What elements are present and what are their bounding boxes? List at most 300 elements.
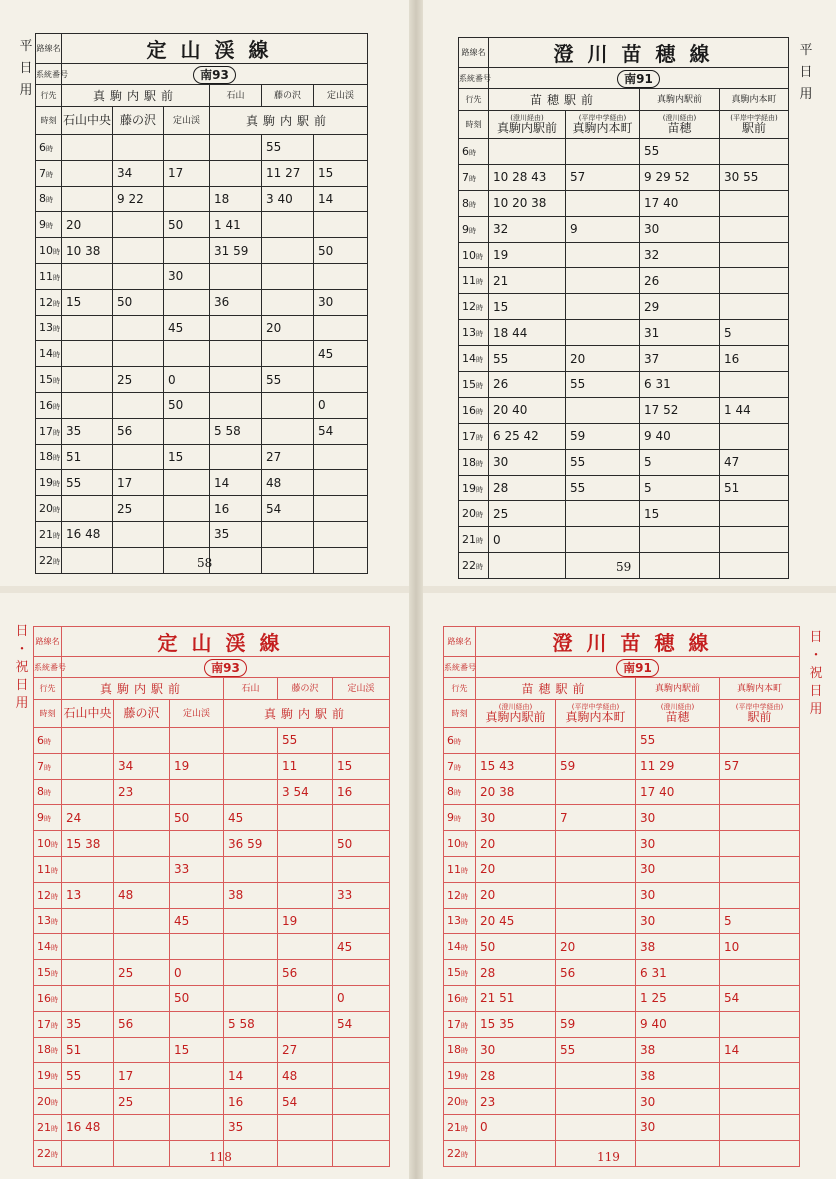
table-row (444, 728, 800, 754)
destination-name: 駅前 (741, 121, 766, 135)
route-number-badge: 南93 (193, 66, 236, 84)
minutes-cell (566, 139, 640, 165)
hour-suffix: 時 (51, 892, 58, 901)
destination-group-1: 苗穂駅前 (489, 89, 640, 111)
table-row (34, 1089, 390, 1115)
minutes-cell (113, 521, 164, 547)
minutes-cell: 15 (640, 501, 720, 527)
minutes-cell: 10 38 (62, 238, 113, 264)
minutes-cell (720, 372, 789, 398)
hour-value: 16 (447, 991, 461, 1005)
minutes-cell (314, 444, 368, 470)
minutes-cell: 23 (476, 1089, 556, 1115)
destination-name: 苗穂 (667, 121, 692, 135)
minutes-cell (262, 547, 314, 573)
minutes-cell: 26 (640, 268, 720, 294)
hour-cell (34, 934, 62, 960)
minutes-cell: 32 (640, 242, 720, 268)
minutes-cell: 5 (720, 908, 800, 934)
hour-suffix: 時 (476, 563, 483, 572)
hour-value: 15 (447, 966, 461, 980)
minutes-cell (62, 856, 114, 882)
minutes-cell (62, 392, 113, 418)
system-number-label: 系統番号 (36, 64, 62, 85)
hour-value: 7 (37, 759, 44, 773)
table-row (34, 831, 390, 857)
hour-suffix: 時 (476, 485, 483, 494)
minutes-cell (62, 367, 113, 393)
table-row (34, 1114, 390, 1140)
minutes-cell: 45 (333, 934, 390, 960)
minutes-cell: 35 (62, 418, 113, 444)
table-row (34, 753, 390, 779)
minutes-cell (210, 315, 262, 341)
minutes-cell (210, 135, 262, 161)
minutes-cell: 55 (566, 449, 640, 475)
hour-suffix: 時 (53, 273, 60, 282)
destination-col-4-top: 石山 (224, 678, 278, 700)
minutes-cell (224, 908, 278, 934)
minutes-cell (170, 1089, 224, 1115)
minutes-cell: 20 (262, 315, 314, 341)
table-row (34, 985, 390, 1011)
hour-cell (444, 1037, 476, 1063)
minutes-cell (720, 1011, 800, 1037)
hour-cell (36, 315, 62, 341)
destination-col-4 (720, 700, 800, 728)
route-number-cell (489, 68, 789, 89)
minutes-cell: 55 (556, 1037, 636, 1063)
table-row (34, 779, 390, 805)
hour-suffix: 時 (454, 815, 461, 824)
table-row (444, 1114, 800, 1140)
hour-suffix: 時 (469, 226, 476, 235)
hour-cell (36, 470, 62, 496)
minutes-cell: 54 (314, 418, 368, 444)
minutes-cell: 20 45 (476, 908, 556, 934)
table-row (444, 985, 800, 1011)
hour-cell (444, 831, 476, 857)
table-row (459, 397, 789, 423)
hour-cell (34, 753, 62, 779)
minutes-cell: 59 (556, 753, 636, 779)
minutes-cell: 5 (640, 475, 720, 501)
table-row (34, 908, 390, 934)
minutes-cell (114, 1037, 170, 1063)
hour-value: 6 (37, 733, 44, 747)
route-title: 澄川苗穂線 (476, 627, 800, 657)
minutes-cell (314, 470, 368, 496)
table-row (34, 934, 390, 960)
hour-cell (36, 521, 62, 547)
minutes-cell: 32 (489, 216, 566, 242)
minutes-cell (720, 423, 789, 449)
minutes-cell: 6 31 (636, 960, 720, 986)
minutes-cell: 50 (170, 805, 224, 831)
table-row (36, 212, 368, 238)
hour-suffix: 時 (461, 1073, 468, 1082)
hour-value: 16 (39, 398, 53, 412)
hour-suffix: 時 (46, 170, 53, 179)
hour-cell (34, 1140, 62, 1166)
minutes-cell: 30 (476, 805, 556, 831)
minutes-cell: 31 59 (210, 238, 262, 264)
minutes-cell: 25 (489, 501, 566, 527)
minutes-cell: 11 29 (636, 753, 720, 779)
hour-value: 19 (462, 481, 476, 495)
minutes-cell: 48 (262, 470, 314, 496)
minutes-cell: 19 (489, 242, 566, 268)
minutes-cell (720, 1140, 800, 1166)
minutes-cell: 20 (556, 934, 636, 960)
minutes-cell (556, 1114, 636, 1140)
minutes-cell (556, 985, 636, 1011)
minutes-cell: 26 (489, 372, 566, 398)
hour-cell (444, 753, 476, 779)
hour-suffix: 時 (461, 1099, 468, 1108)
hour-cell (459, 139, 489, 165)
route-number-badge: 南91 (617, 70, 660, 88)
minutes-cell: 54 (720, 985, 800, 1011)
minutes-cell (164, 341, 210, 367)
minutes-cell: 30 (314, 289, 368, 315)
minutes-cell: 17 40 (640, 190, 720, 216)
hour-cell (34, 779, 62, 805)
hour-suffix: 時 (461, 970, 468, 979)
table-row (36, 160, 368, 186)
minutes-cell: 50 (476, 934, 556, 960)
minutes-cell (62, 1140, 114, 1166)
hour-cell (459, 190, 489, 216)
minutes-cell (556, 908, 636, 934)
table-row (459, 346, 789, 372)
minutes-cell: 55 (262, 135, 314, 161)
hour-value: 10 (39, 244, 53, 258)
minutes-cell (62, 263, 113, 289)
hour-suffix: 時 (476, 459, 483, 468)
minutes-cell (164, 521, 210, 547)
minutes-cell: 28 (476, 960, 556, 986)
hour-cell (36, 238, 62, 264)
route-number-cell (476, 657, 800, 678)
minutes-cell: 20 38 (476, 779, 556, 805)
minutes-cell: 25 (114, 1089, 170, 1115)
destination-col-3 (640, 111, 720, 139)
destination-col-3-bottom: 定山渓 (164, 107, 210, 135)
destination-col-1-bottom: 石山中央 (62, 107, 113, 135)
hour-cell (34, 960, 62, 986)
minutes-cell (164, 289, 210, 315)
hour-cell (459, 294, 489, 320)
minutes-cell (113, 238, 164, 264)
destination-col-1-bottom: 石山中央 (62, 700, 114, 728)
table-row (459, 475, 789, 501)
minutes-cell: 9 29 52 (640, 164, 720, 190)
table-row (36, 496, 368, 522)
page-holiday-sumikawa (423, 593, 836, 1179)
minutes-cell (62, 908, 114, 934)
hour-suffix: 時 (44, 737, 51, 746)
minutes-cell: 33 (170, 856, 224, 882)
minutes-cell (114, 831, 170, 857)
minutes-cell (720, 242, 789, 268)
minutes-cell: 20 (566, 346, 640, 372)
hour-cell (34, 908, 62, 934)
minutes-cell: 50 (164, 212, 210, 238)
minutes-cell: 50 (113, 289, 164, 315)
timetable-jozankei-holiday (33, 626, 390, 1167)
minutes-cell (210, 547, 262, 573)
minutes-cell: 48 (278, 1063, 333, 1089)
hour-suffix: 時 (476, 381, 483, 390)
minutes-cell (113, 341, 164, 367)
minutes-cell: 20 (62, 212, 113, 238)
minutes-cell: 16 (333, 779, 390, 805)
minutes-cell (62, 496, 113, 522)
hour-value: 22 (447, 1146, 461, 1160)
route-name-label: 路線名 (444, 627, 476, 657)
hour-cell (34, 831, 62, 857)
hour-cell (444, 779, 476, 805)
hour-suffix: 時 (454, 737, 461, 746)
hour-cell (36, 418, 62, 444)
minutes-cell (566, 527, 640, 553)
minutes-cell (278, 985, 333, 1011)
minutes-cell (636, 1140, 720, 1166)
holiday-side-label: 日 ・ 祝 日 用 (809, 630, 823, 717)
table-row (36, 263, 368, 289)
table-row (34, 1037, 390, 1063)
minutes-cell: 30 (636, 831, 720, 857)
hour-cell (459, 397, 489, 423)
minutes-cell: 0 (314, 392, 368, 418)
hour-cell (34, 1114, 62, 1140)
hour-suffix: 時 (51, 970, 58, 979)
hour-suffix: 時 (51, 841, 58, 850)
table-row (444, 1011, 800, 1037)
hour-value: 13 (447, 914, 461, 928)
minutes-cell: 15 (489, 294, 566, 320)
minutes-cell (566, 268, 640, 294)
minutes-cell: 56 (556, 960, 636, 986)
hour-suffix: 時 (469, 200, 476, 209)
table-row (459, 501, 789, 527)
minutes-cell (720, 527, 789, 553)
table-row (444, 1140, 800, 1166)
minutes-cell: 51 (62, 1037, 114, 1063)
hour-suffix: 時 (51, 1099, 58, 1108)
table-row (444, 753, 800, 779)
minutes-cell: 17 (113, 470, 164, 496)
hour-value: 6 (39, 140, 46, 154)
hour-cell (34, 882, 62, 908)
minutes-cell: 50 (314, 238, 368, 264)
hour-value: 10 (447, 837, 461, 851)
destination-col-4 (720, 111, 789, 139)
minutes-cell (210, 392, 262, 418)
minutes-cell (566, 397, 640, 423)
hour-cell (444, 1089, 476, 1115)
hour-label: 時刻 (459, 111, 489, 139)
hour-value: 9 (37, 811, 44, 825)
hour-suffix: 時 (51, 918, 58, 927)
minutes-cell: 54 (333, 1011, 390, 1037)
minutes-cell (720, 190, 789, 216)
table-row (36, 470, 368, 496)
minutes-cell: 54 (278, 1089, 333, 1115)
hour-value: 13 (37, 914, 51, 928)
route-number-cell (62, 64, 368, 85)
hour-value: 22 (37, 1146, 51, 1160)
minutes-cell: 24 (62, 805, 114, 831)
minutes-cell (278, 1140, 333, 1166)
minutes-cell (278, 1114, 333, 1140)
minutes-cell: 55 (566, 475, 640, 501)
minutes-cell: 13 (62, 882, 114, 908)
hour-suffix: 時 (461, 944, 468, 953)
destination-col-3 (636, 700, 720, 728)
hour-suffix: 時 (51, 866, 58, 875)
minutes-cell: 17 (114, 1063, 170, 1089)
minutes-cell: 0 (164, 367, 210, 393)
hour-value: 8 (39, 192, 46, 206)
minutes-cell: 0 (333, 985, 390, 1011)
minutes-cell: 19 (170, 753, 224, 779)
minutes-cell (113, 135, 164, 161)
hour-value: 13 (39, 321, 53, 335)
minutes-cell (333, 1063, 390, 1089)
minutes-cell: 55 (640, 139, 720, 165)
timetable-sumikawa-holiday (443, 626, 800, 1167)
minutes-cell (720, 268, 789, 294)
table-row (459, 190, 789, 216)
minutes-cell (164, 418, 210, 444)
minutes-cell: 48 (114, 882, 170, 908)
minutes-cell (333, 1140, 390, 1166)
hour-value: 6 (447, 733, 454, 747)
hour-value: 18 (462, 455, 476, 469)
minutes-cell (170, 882, 224, 908)
minutes-cell: 16 48 (62, 1114, 114, 1140)
hour-value: 21 (39, 527, 53, 541)
hour-cell (459, 553, 489, 579)
hour-value: 9 (462, 222, 469, 236)
hour-value: 20 (39, 502, 53, 516)
table-row (36, 315, 368, 341)
destination-col-4-top: 真駒内本町 (720, 678, 800, 700)
minutes-cell (62, 341, 113, 367)
hour-cell (34, 1089, 62, 1115)
page-number: 58 (197, 556, 213, 570)
table-row (459, 164, 789, 190)
hour-label: 時刻 (444, 700, 476, 728)
route-name-label: 路線名 (459, 38, 489, 68)
minutes-cell (720, 553, 789, 579)
table-row (444, 831, 800, 857)
minutes-cell: 56 (114, 1011, 170, 1037)
hour-value: 12 (39, 295, 53, 309)
minutes-cell (114, 856, 170, 882)
hour-suffix: 時 (53, 351, 60, 360)
via-note: (平岸中学経由) (730, 114, 778, 122)
destination-name: 真駒内駅前 (496, 121, 557, 135)
table-row (444, 805, 800, 831)
minutes-cell (210, 367, 262, 393)
hour-suffix: 時 (53, 506, 60, 515)
hour-value: 19 (447, 1069, 461, 1083)
hour-value: 11 (39, 269, 53, 283)
minutes-cell: 16 (720, 346, 789, 372)
destination-group-1: 真駒内駅前 (62, 678, 224, 700)
hour-value: 9 (447, 811, 454, 825)
table-row (36, 238, 368, 264)
hour-cell (36, 496, 62, 522)
minutes-cell (720, 728, 800, 754)
hour-suffix: 時 (454, 789, 461, 798)
hour-value: 18 (447, 1043, 461, 1057)
minutes-cell (164, 135, 210, 161)
hour-value: 17 (462, 429, 476, 443)
minutes-cell (333, 856, 390, 882)
minutes-cell: 0 (170, 960, 224, 986)
minutes-cell (164, 238, 210, 264)
minutes-cell (62, 186, 113, 212)
minutes-cell: 1 41 (210, 212, 262, 238)
hour-value: 20 (447, 1095, 461, 1109)
minutes-cell: 56 (278, 960, 333, 986)
hour-value: 20 (462, 507, 476, 521)
minutes-cell (164, 186, 210, 212)
minutes-cell (476, 1140, 556, 1166)
minutes-cell (114, 728, 170, 754)
minutes-cell (333, 1037, 390, 1063)
minutes-cell: 33 (333, 882, 390, 908)
hour-value: 14 (462, 352, 476, 366)
hour-cell (34, 805, 62, 831)
destination-col-6-top: 定山渓 (333, 678, 390, 700)
minutes-cell: 30 (636, 805, 720, 831)
minutes-cell: 18 44 (489, 320, 566, 346)
hour-cell (36, 186, 62, 212)
minutes-cell (170, 1114, 224, 1140)
via-note: (平岸中学経由) (578, 114, 627, 122)
minutes-cell (62, 779, 114, 805)
hour-suffix: 時 (44, 763, 51, 772)
hour-cell (459, 216, 489, 242)
hour-value: 11 (37, 862, 51, 876)
minutes-cell: 15 (164, 444, 210, 470)
minutes-cell (333, 960, 390, 986)
destination-col-4-top: 真駒内本町 (720, 89, 789, 111)
minutes-cell (224, 985, 278, 1011)
minutes-cell (224, 960, 278, 986)
minutes-cell (113, 444, 164, 470)
minutes-cell (62, 1089, 114, 1115)
hour-suffix: 時 (461, 892, 468, 901)
hour-suffix: 時 (53, 325, 60, 334)
minutes-cell (333, 805, 390, 831)
hour-value: 21 (37, 1120, 51, 1134)
minutes-cell (62, 160, 113, 186)
minutes-cell: 59 (556, 1011, 636, 1037)
minutes-cell: 36 (210, 289, 262, 315)
destination-group-1: 真駒内駅前 (62, 85, 210, 107)
hour-suffix: 時 (44, 789, 51, 798)
hour-value: 10 (37, 837, 51, 851)
hour-cell (444, 934, 476, 960)
minutes-cell: 11 (278, 753, 333, 779)
hour-suffix: 時 (476, 278, 483, 287)
